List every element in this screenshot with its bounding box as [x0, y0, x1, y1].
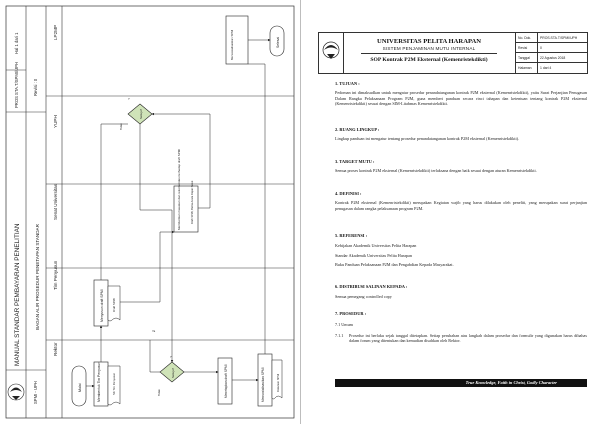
draft-label: Menyusun draft SPMI: [100, 289, 104, 322]
university-logo: [8, 384, 24, 400]
footer-motto: True Knowledge, Faith in Christ, Godly Character: [335, 379, 587, 387]
heading-distribusi: 6. DISTRIBUSI SALINAN KEPADA :: [335, 284, 408, 289]
system-name: SISTEM PENJAMINAN MUTU INTERNAL: [382, 45, 476, 51]
section-tujuan: [335, 81, 587, 107]
socialize-label: Mensosialisasikan SPMI: [261, 367, 265, 402]
section-definisi: [335, 191, 587, 211]
heading-definisi: 4. DEFINISI :: [335, 191, 362, 196]
procedure-item: [335, 333, 587, 345]
text-target-mutu: Semua proses kontrak P2M eksternal (Kemenristekdikti) terlaksana dengan baik sesuai dengan aturan Kemenristekdikti.: [335, 167, 537, 173]
end-label: Selesai: [276, 36, 280, 48]
review-label: Memberikan masukan dan rekomendasi terhadap draft SPMI: [177, 148, 181, 230]
no-label-top: Tidak: [119, 123, 123, 130]
header-logo: [319, 33, 344, 73]
reference-item: Standar Akademik Universitas Pelita Harapan: [335, 252, 412, 258]
university-name: UNIVERSITAS PELITA HARAPAN: [376, 38, 482, 45]
meta-row-revision: Revisi 0: [516, 43, 588, 53]
sop-header: [318, 32, 588, 74]
section-target-mutu: [335, 159, 587, 174]
heading-prosedur: 7. PROSEDUR :: [335, 311, 367, 316]
meta-row-doc: No. Dok. PROS.STA.T/SPMI/UPH: [516, 33, 588, 43]
sop-title: SOP Kontrak P2M Eksternal (Kemenristekdikti): [370, 57, 488, 63]
text-tujuan: Pedoman ini dimaksudkan untuk mengatur prosedur penandatanganan kontrak P2M eksternal (Kemenristekdikti), yaitu Surat Perjanjian Penugasan Dalam Rangka Pelaksanaan Program P2M, guna memberi panduan secara rinci tahapan dan ketentuan tentang kontrak P2M eksternal (Kemenristekdikti) sesuai dengan SIM-Litabmas Kemenristekdikti.: [335, 89, 587, 107]
start-label: Mulai: [78, 383, 82, 392]
lp2mp-label: Mensosialisasikan SPMI: [230, 29, 234, 60]
text-ruang-lingkup: Lingkup panduan ini mengatur tentang prosedur penandatanganan kontrak P2M eksternal (Kemenristekdikti).: [335, 135, 520, 141]
text-distribusi: Semua pemegang controlled copy: [335, 293, 392, 299]
no-label-bottom: Tidak: [157, 389, 161, 396]
meta-row-page: Halaman 1 dari 4: [516, 63, 588, 73]
lane-lp2mp: LP2MP: [53, 24, 58, 40]
reference-item: Kebijakan Akademik Universitas Pelita Harapan: [335, 242, 417, 248]
sign-decision-label: Setuju?: [171, 367, 175, 378]
revised-doc-label: Draft SPMI, Berita Acara Rapat Senat: [191, 180, 194, 224]
section-ruang-lingkup: [335, 127, 587, 142]
heading-target-mutu: 3. TARGET MUTU :: [335, 159, 375, 164]
manual-title: MANUAL STANDAR PEMBAYARAN PENELITIAN: [14, 223, 21, 366]
doc-code: PROS STA.T/SPMI/UPH: [14, 62, 19, 108]
lane-tim-penyusun: Tim Penyusun: [53, 260, 58, 290]
sop-page: [300, 0, 600, 424]
text-definisi: Kontrak P2M eksternal (Kemenristekdikti) merupakan Kegiatan wajib yang harus dilakukan oleh peneliti, yang merupakan surat perjanjian penugasan dalam rangka pelaksanaan program P2M.: [335, 199, 587, 211]
q-label-top: ?: [128, 97, 130, 101]
publish-label: Menetapkan draft SPMI: [224, 364, 228, 398]
sk-team-label: SK Tim Penyusun: [112, 372, 116, 395]
section-distribusi: [335, 284, 587, 300]
heading-ruang-lingkup: 2. RUANG LINGKUP :: [335, 127, 380, 132]
lane-senat: Senat Universitas: [53, 183, 58, 220]
procedure-item-text: Prosedur ini berlaku sejak tanggal ditetapkan. Setiap perubahan atas langkah dalam prosedur dan formulir yang digunakan harus dibahas dalam forum yang ditentukan dan kemudian disahkan oleh Rektor.: [349, 332, 587, 344]
q-label-bottom: ?: [170, 355, 172, 359]
section-referensi: [335, 233, 587, 268]
unit-label: SPMI - UPH: [33, 381, 38, 404]
reference-item: Buku Panduan Pelaksanaan P2M dan Pengabdian Kepada Masyarakat.: [335, 262, 454, 268]
yes-label: Ya: [152, 329, 156, 333]
approve-decision-label: Setuju?: [139, 108, 143, 119]
page-label: Hal 1 dari 1: [14, 32, 19, 54]
lane-rektor: Rektor: [53, 342, 58, 356]
heading-tujuan: 1. TUJUAN :: [335, 81, 360, 86]
spmi-final-label: Dokumen SPMI: [277, 373, 280, 392]
section-prosedur: [335, 311, 587, 344]
form-team-label: Membentuk Tim Penyusun: [97, 361, 101, 402]
draft-doc-label: Draft SPMI: [112, 298, 116, 312]
lane-yuph: YUPH: [53, 115, 58, 128]
procedure-item-number: 7.1.1: [335, 332, 344, 338]
subheading-umum: 7.1 Umum: [335, 321, 353, 327]
flowchart-section: BAGAN ALIR PROSEDUR PENETAPAN STANDAR: [35, 224, 40, 330]
meta-row-date: Tanggal 22 Agustus 2018: [516, 53, 588, 63]
heading-referensi: 5. REFERENSI :: [335, 233, 368, 238]
doc-meta-table: [515, 33, 588, 73]
revision-label: Revisi : 0: [33, 78, 38, 96]
